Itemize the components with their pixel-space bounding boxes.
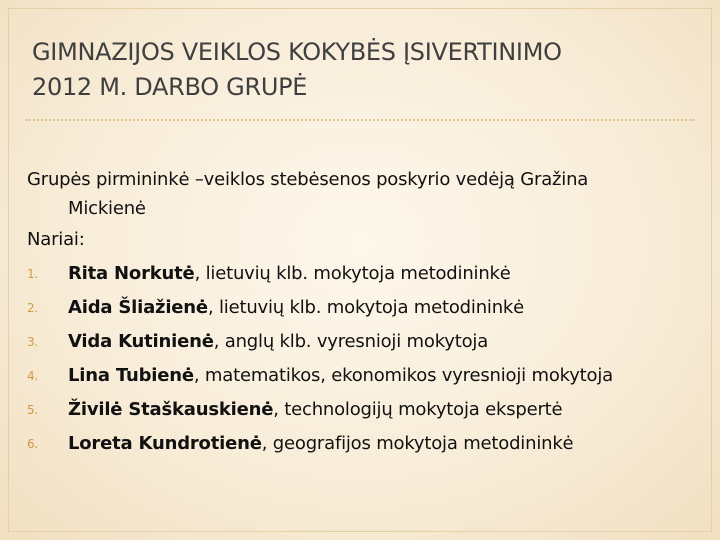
member-name: Aida Šliažienė [68, 297, 208, 318]
list-number: 2. [27, 301, 39, 315]
title-divider [26, 119, 694, 121]
member-name: Lina Tubienė [68, 365, 194, 386]
list-number: 6. [27, 437, 39, 451]
list-item [27, 427, 707, 461]
list-item [27, 393, 707, 427]
member-name: Živilė Staškauskienė [68, 399, 274, 420]
member-entry [68, 427, 573, 461]
list-item [27, 257, 707, 291]
member-name: Rita Norkutė [68, 263, 195, 284]
member-entry [68, 393, 562, 427]
member-name: Vida Kutinienė [68, 331, 214, 352]
leader-line: Grupės pirmininkė –veiklos stebėsenos poskyrio vedėją Gražina [27, 169, 589, 190]
member-role: , technologijų mokytoja ekspertė [273, 399, 563, 420]
slide-body [27, 165, 707, 461]
member-entry [68, 291, 524, 325]
list-item [27, 291, 707, 325]
member-name: Loreta Kundrotienė [68, 433, 262, 454]
member-entry [68, 257, 511, 291]
title-line-1: GIMNAZIJOS VEIKLOS KOKYBĖS ĮSIVERTINIMO [32, 38, 562, 66]
member-entry [68, 325, 488, 359]
list-item [27, 325, 707, 359]
title-line-2: 2012 M. DARBO GRUPĖ [32, 73, 308, 101]
member-role: , lietuvių klb. mokytoja metodininkė [207, 297, 525, 318]
member-role: , matematikos, ekonomikos vyresnioji mokytoja [193, 365, 613, 386]
list-number: 5. [27, 403, 39, 417]
list-item [27, 359, 707, 393]
list-number: 4. [27, 369, 39, 383]
member-entry [68, 359, 613, 393]
list-number: 1. [27, 267, 39, 281]
member-role: , lietuvių klb. mokytoja metodininkė [194, 263, 511, 284]
slide-title [32, 35, 692, 105]
members-label: Nariai: [27, 229, 85, 250]
leader-name: Mickienė [68, 198, 146, 219]
list-number: 3. [27, 335, 39, 349]
member-role: , anglų klb. vyresnioji mokytoja [213, 331, 489, 352]
member-role: , geografijos mokytoja metodininkė [261, 433, 574, 454]
